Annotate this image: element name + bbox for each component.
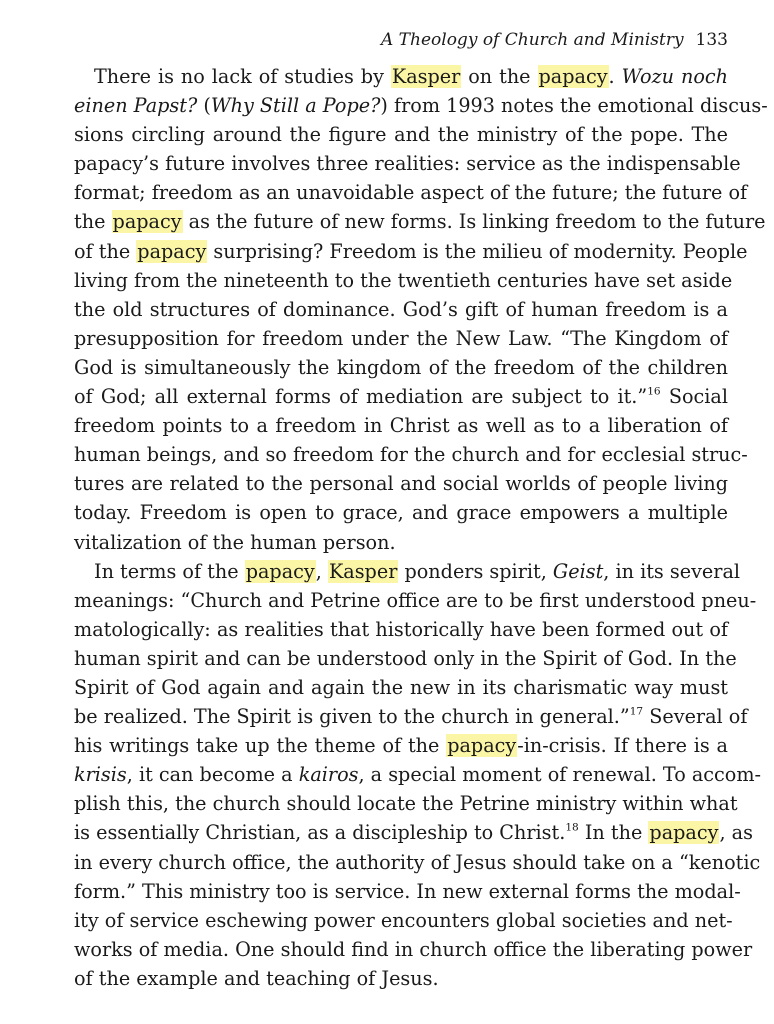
text-line <box>54 440 748 469</box>
text-run: matologically: as realities that historically have been formed out of <box>74 617 728 641</box>
highlighted-term: papacy <box>245 559 315 583</box>
text-run: , in its several <box>603 559 741 583</box>
highlighted-term: Kasper <box>328 559 398 583</box>
running-head <box>54 26 728 54</box>
text-run: format; freedom as an unavoidable aspect of the future; the future of <box>74 181 748 205</box>
italic-term: Why Still a Pope? <box>210 94 381 118</box>
text-line <box>54 906 733 935</box>
paragraph-2 <box>54 557 762 993</box>
footnote-reference: 18 <box>565 822 579 834</box>
text-run: tures are related to the personal and social worlds of people living <box>74 472 728 496</box>
text-run: the <box>74 210 112 234</box>
text-run: as the future of new forms. Is linking freedom to the future <box>182 210 766 234</box>
text-line <box>54 557 741 586</box>
text-run: meanings: “Church and Petrine office are to be first understood pneu- <box>74 588 757 612</box>
text-run: Social <box>660 385 728 409</box>
text-line <box>54 237 748 266</box>
text-run: of the <box>74 239 137 263</box>
highlighted-term: papacy <box>137 239 207 263</box>
text-run: of the example and teaching of Jesus. <box>74 966 439 990</box>
highlighted-term: Kasper <box>391 65 461 88</box>
text-run: . <box>608 65 622 88</box>
text-run: , it can become a <box>126 763 299 787</box>
highlighted-term: papacy <box>447 734 517 758</box>
text-run: ponders spirit, <box>398 559 553 583</box>
text-line <box>54 848 761 877</box>
text-run: his writings take up the theme of the <box>74 734 447 758</box>
footnote-reference: 16 <box>647 385 661 398</box>
highlighted-term: papacy <box>112 210 182 234</box>
text-run: ity of service eschewing power encounters global societies and net- <box>74 908 733 932</box>
text-run: ) from 1993 notes the emotional discus- <box>380 94 768 118</box>
text-run: , as <box>719 821 753 845</box>
text-line <box>54 149 741 178</box>
text-line <box>54 324 728 353</box>
highlighted-term: papacy <box>649 821 719 845</box>
paragraph-1 <box>54 62 768 557</box>
text-line <box>54 62 728 91</box>
text-line <box>54 673 728 702</box>
text-line <box>54 498 728 527</box>
text-run: is essentially Christian, as a discipleship to Christ. <box>74 821 566 845</box>
text-run: surprising? Freedom is the milieu of modernity. People <box>207 239 748 263</box>
text-line <box>54 266 733 295</box>
text-line <box>54 120 728 149</box>
text-line <box>54 877 741 906</box>
text-run: There is no lack of studies by <box>94 65 391 88</box>
text-line <box>54 702 748 731</box>
footnote-reference: 17 <box>629 705 644 718</box>
text-run: vitalization of the human person. <box>74 530 396 554</box>
text-line <box>54 818 753 847</box>
italic-term: einen Papst? <box>74 94 198 118</box>
text-line <box>54 586 757 615</box>
body-text <box>54 62 768 993</box>
italic-term: Wozu noch <box>621 65 728 88</box>
text-run: plish this, the church should locate the Petrine ministry within what <box>74 792 738 816</box>
text-run: sions circling around the figure and the ministry of the pope. The <box>74 123 728 147</box>
italic-term: kairos <box>298 763 359 787</box>
text-run: today. Freedom is open to grace, and grace empowers a multiple <box>74 501 728 525</box>
text-run: be realized. The Spirit is given to the church in general.” <box>74 705 630 729</box>
text-run: the old structures of dominance. God’s gift of human freedom is a <box>74 297 728 321</box>
text-run: freedom points to a freedom in Christ as well as to a liberation of <box>74 414 728 438</box>
text-run: Several of <box>643 705 748 729</box>
text-line <box>54 353 728 382</box>
text-run: human spirit and can be understood only in the Spirit of God. In the <box>74 646 737 670</box>
text-line <box>54 411 728 440</box>
text-line <box>54 207 766 236</box>
text-run: In the <box>578 821 649 845</box>
text-run: of God; all external forms of mediation are subject to it.” <box>74 385 648 409</box>
text-line <box>54 178 748 207</box>
text-run: works of media. One should find in church office the liberating power <box>74 937 753 961</box>
running-head-title: A Theology of Church and Ministry <box>381 30 684 50</box>
text-line <box>54 789 738 818</box>
italic-term: krisis <box>74 763 127 787</box>
text-run: in every church office, the authority of Jesus should take on a “kenotic <box>74 850 761 874</box>
text-run: human beings, and so freedom for the church and for ecclesial struc- <box>74 443 748 467</box>
text-run: , a special moment of renewal. To accom- <box>358 763 762 787</box>
text-line <box>54 935 753 964</box>
text-run: Spirit of God again and again the new in its charismatic way must <box>74 675 728 699</box>
text-run: , <box>315 559 328 583</box>
page-number: 133 <box>695 30 728 50</box>
text-run: form.” This ministry too is service. In new external forms the modal- <box>74 879 741 903</box>
text-run: In terms of the <box>94 559 245 583</box>
text-line <box>54 644 737 673</box>
text-line <box>54 91 768 120</box>
text-run: presupposition for freedom under the New Law. “The Kingdom of <box>74 326 728 350</box>
text-line <box>54 615 728 644</box>
text-line <box>54 760 762 789</box>
highlighted-term: papacy <box>538 65 608 88</box>
text-line <box>54 469 728 498</box>
text-run: God is simultaneously the kingdom of the freedom of the children <box>74 355 728 379</box>
text-line <box>54 731 728 760</box>
text-line <box>54 964 728 993</box>
italic-term: Geist <box>552 559 604 583</box>
text-run: living from the nineteenth to the twentieth centuries have set aside <box>74 268 733 292</box>
text-line <box>54 528 728 557</box>
text-line <box>54 295 728 324</box>
text-run: on the <box>461 65 538 88</box>
text-run: -in-crisis. If there is a <box>517 734 728 758</box>
text-run: papacy’s future involves three realities: service as the indispensable <box>74 152 741 176</box>
text-line <box>54 382 728 411</box>
text-run: ( <box>197 94 211 118</box>
